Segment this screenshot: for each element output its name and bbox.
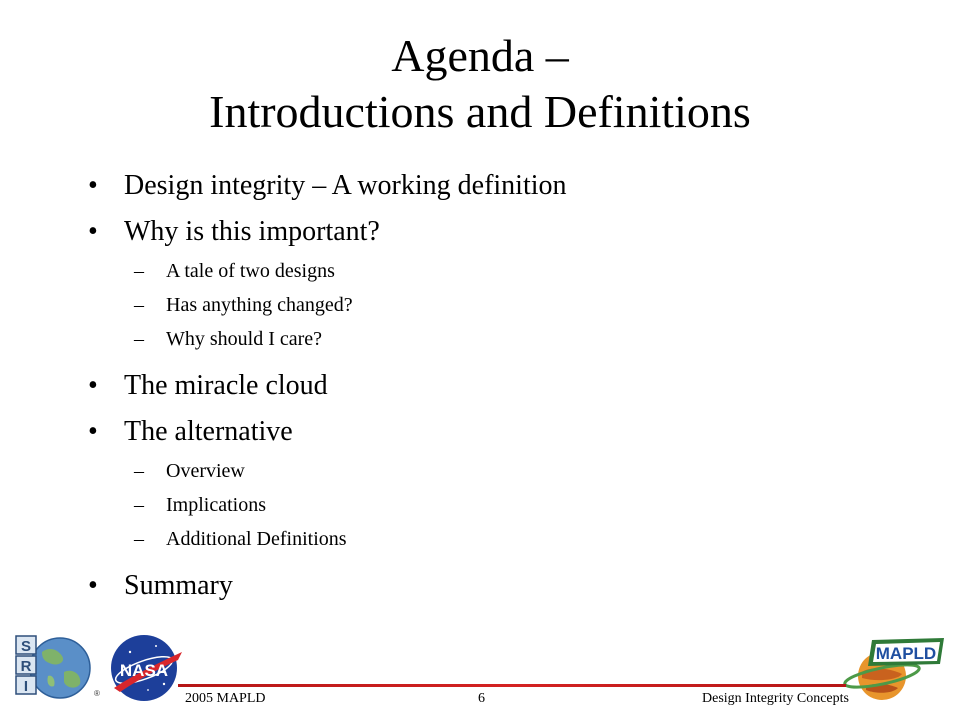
mapld-wordmark: MAPLD: [875, 644, 937, 663]
slide-title: [0, 28, 960, 140]
agenda-item: [88, 166, 567, 206]
dash-icon: –: [134, 294, 144, 316]
footer-divider: [178, 684, 846, 687]
agenda-item-text: Why is this important?: [124, 216, 380, 247]
slide-title-line-1: Agenda –: [391, 30, 569, 81]
agenda-item-text: The miracle cloud: [124, 370, 328, 401]
footer-presentation-title: Design Integrity Concepts: [702, 691, 849, 706]
slide-title-line-2: Introductions and Definitions: [209, 86, 751, 137]
sri-letter-r: R: [20, 658, 32, 675]
registered-mark: ®: [94, 689, 100, 698]
footer-conference: 2005 MAPLD: [185, 691, 266, 706]
bullet-icon: •: [88, 570, 98, 601]
bullet-icon: •: [88, 170, 98, 201]
agenda-subitem: [88, 488, 567, 522]
agenda-item: [88, 212, 567, 252]
agenda-subitem-text: Additional Definitions: [166, 528, 347, 550]
agenda-subitem: [88, 254, 567, 288]
agenda-subitem-text: Implications: [166, 494, 266, 516]
bullet-icon: •: [88, 370, 98, 401]
agenda-subitem: [88, 322, 567, 356]
sri-globe-logo: [8, 632, 104, 702]
dash-icon: –: [134, 494, 144, 516]
bullet-icon: •: [88, 416, 98, 447]
sri-letter-s: S: [20, 638, 32, 655]
dash-icon: –: [134, 528, 144, 550]
agenda-subitem: [88, 454, 567, 488]
agenda-item: [88, 412, 567, 452]
agenda-item: [88, 566, 567, 606]
sri-letter-i: I: [23, 678, 29, 695]
nasa-meatball-logo: [108, 634, 184, 702]
agenda-item-text: The alternative: [124, 416, 293, 447]
bullet-icon: •: [88, 216, 98, 247]
footer-slide-number: 6: [478, 691, 485, 706]
agenda-subitem: [88, 288, 567, 322]
dash-icon: –: [134, 328, 144, 350]
agenda-list: [88, 166, 567, 612]
agenda-item-text: Summary: [124, 570, 233, 601]
agenda-subitem-text: Overview: [166, 460, 245, 482]
dash-icon: –: [134, 460, 144, 482]
agenda-subitem: [88, 522, 567, 556]
agenda-item: [88, 366, 567, 406]
nasa-wordmark: NASA: [119, 661, 169, 680]
agenda-subitem-text: Why should I care?: [166, 328, 323, 350]
agenda-subitem-text: Has anything changed?: [166, 294, 353, 316]
dash-icon: –: [134, 260, 144, 282]
agenda-item-text: Design integrity – A working definition: [124, 170, 567, 201]
agenda-subitem-text: A tale of two designs: [166, 260, 335, 282]
mapld-planet-logo: [842, 632, 952, 704]
